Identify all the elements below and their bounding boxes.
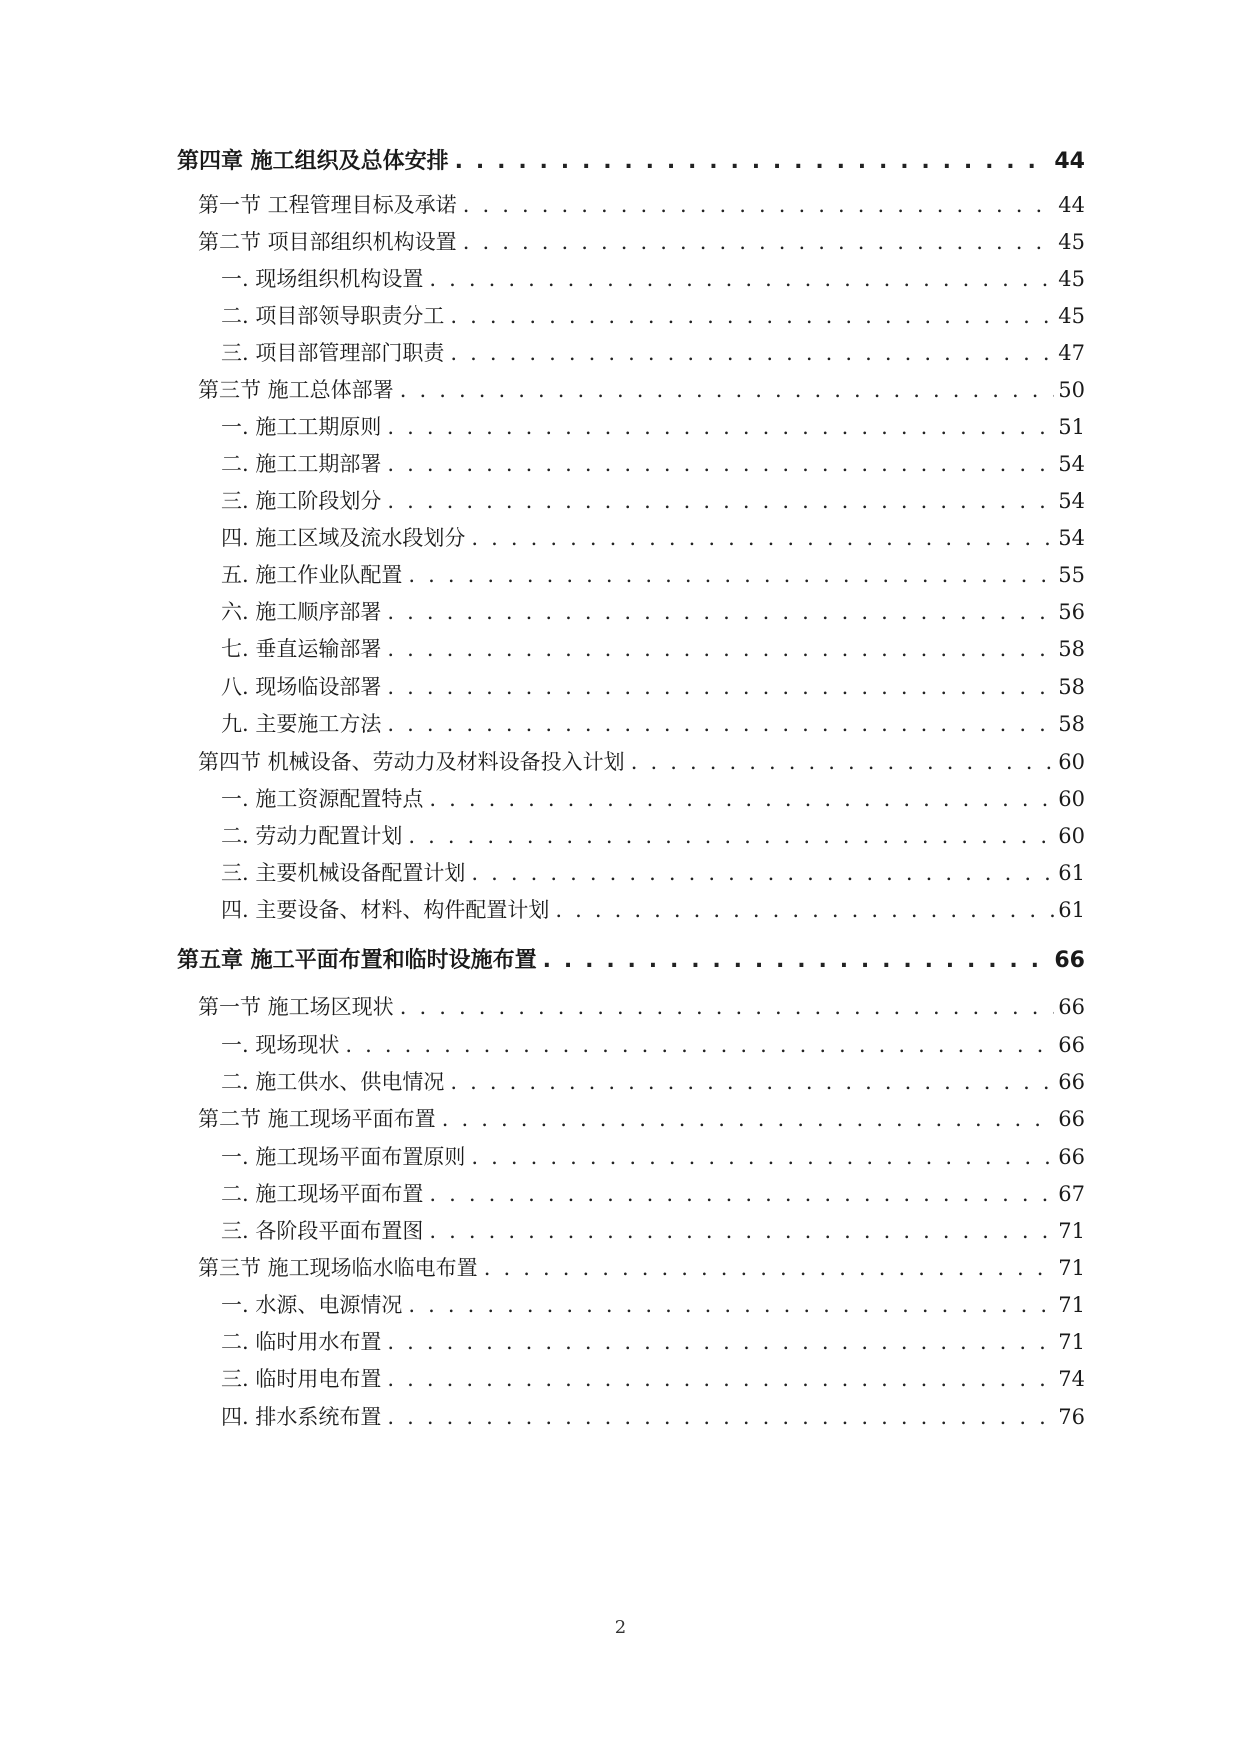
dot-leader — [555, 898, 1054, 922]
toc-entry-section[interactable] — [198, 189, 1085, 219]
toc-entry-page: 66 — [1058, 1070, 1085, 1094]
toc-entry-page: 71 — [1058, 1219, 1085, 1243]
dot-leader — [429, 1219, 1054, 1243]
toc-entry-page: 66 — [1058, 1107, 1085, 1131]
toc-entry-item[interactable] — [221, 448, 1085, 478]
toc-entry-chapter[interactable] — [177, 144, 1085, 174]
toc-entry-page: 71 — [1058, 1330, 1085, 1354]
dot-leader — [463, 230, 1055, 254]
toc-entry-title: 五. 施工作业队配置 — [221, 563, 403, 587]
dot-leader — [345, 1033, 1054, 1057]
toc-entry-title: 二. 施工供水、供电情况 — [221, 1070, 445, 1094]
page-number: 2 — [614, 1617, 627, 1638]
toc-entry-page: 58 — [1058, 712, 1085, 736]
dot-leader — [387, 489, 1054, 513]
dot-leader — [408, 824, 1054, 848]
toc-entry-item[interactable] — [221, 559, 1085, 589]
dot-leader — [408, 1293, 1054, 1317]
toc-entry-title: 八. 现场临设部署 — [221, 675, 382, 699]
toc-entry-page: 55 — [1058, 563, 1085, 587]
dot-leader — [408, 563, 1054, 587]
toc-entry-title: 六. 施工顺序部署 — [221, 600, 382, 624]
dot-leader — [429, 267, 1054, 291]
toc-entry-section[interactable] — [198, 374, 1085, 404]
toc-entry-page: 67 — [1058, 1182, 1085, 1206]
toc-entry-section[interactable] — [198, 746, 1085, 776]
toc-entry-title: 一. 现场现状 — [221, 1033, 340, 1057]
toc-entry-page: 74 — [1058, 1367, 1085, 1391]
toc-entry-title: 七. 垂直运输部署 — [221, 637, 382, 661]
toc-entry-title: 三. 临时用电布置 — [221, 1367, 382, 1391]
toc-entry-page: 58 — [1058, 637, 1085, 661]
toc-entry-title: 二. 劳动力配置计划 — [221, 824, 403, 848]
toc-entry-title: 一. 施工现场平面布置原则 — [221, 1145, 466, 1169]
toc-entry-page: 54 — [1058, 526, 1085, 550]
toc-entry-page: 58 — [1058, 675, 1085, 699]
toc-entry-item[interactable] — [221, 596, 1085, 626]
toc-entry-page: 44 — [1058, 193, 1085, 217]
dot-leader — [450, 304, 1054, 328]
toc-entry-title: 第四章 施工组织及总体安排 — [177, 149, 449, 174]
toc-entry-page: 76 — [1058, 1405, 1085, 1429]
toc-entry-item[interactable] — [221, 857, 1085, 887]
toc-entry-item[interactable] — [221, 671, 1085, 701]
dot-leader — [429, 787, 1054, 811]
toc-entry-page: 50 — [1058, 378, 1085, 402]
toc-entry-title: 三. 主要机械设备配置计划 — [221, 861, 466, 885]
toc-entry-page: 51 — [1058, 415, 1085, 439]
toc-entry-item[interactable] — [221, 1401, 1085, 1431]
dot-leader — [429, 1182, 1054, 1206]
dot-leader — [450, 1070, 1054, 1094]
dot-leader — [631, 750, 1055, 774]
toc-entry-page: 61 — [1058, 861, 1085, 885]
toc-entry-page: 60 — [1058, 787, 1085, 811]
toc-entry-title: 一. 水源、电源情况 — [221, 1293, 403, 1317]
toc-entry-section[interactable] — [198, 991, 1085, 1021]
toc-entry-title: 二. 项目部领导职责分工 — [221, 304, 445, 328]
toc-entry-title: 一. 施工资源配置特点 — [221, 787, 424, 811]
toc-entry-title: 九. 主要施工方法 — [221, 712, 382, 736]
dot-leader — [387, 1367, 1054, 1391]
toc-entry-page: 44 — [1054, 149, 1085, 174]
toc-entry-item[interactable] — [221, 783, 1085, 813]
toc-entry-item[interactable] — [221, 1066, 1085, 1096]
dot-leader — [387, 1405, 1054, 1429]
toc-entry-page: 45 — [1058, 267, 1085, 291]
dot-leader — [543, 948, 1051, 973]
dot-leader — [400, 995, 1055, 1019]
toc-entry-page: 54 — [1058, 489, 1085, 513]
toc-entry-title: 第三节 施工现场临水临电布置 — [198, 1256, 478, 1280]
toc-entry-section[interactable] — [198, 226, 1085, 256]
toc-entry-item[interactable] — [221, 300, 1085, 330]
toc-entry-title: 三. 项目部管理部门职责 — [221, 341, 445, 365]
toc-entry-title: 二. 施工现场平面布置 — [221, 1182, 424, 1206]
dot-leader — [387, 415, 1054, 439]
dot-leader — [450, 341, 1054, 365]
toc-entry-item[interactable] — [221, 522, 1085, 552]
toc-entry-page: 61 — [1058, 898, 1085, 922]
toc-entry-item[interactable] — [221, 411, 1085, 441]
toc-entry-title: 第二节 施工现场平面布置 — [198, 1107, 436, 1131]
dot-leader — [400, 378, 1055, 402]
toc-entry-title: 第一节 施工场区现状 — [198, 995, 394, 1019]
toc-entry-item[interactable] — [221, 1289, 1085, 1319]
dot-leader — [387, 452, 1054, 476]
toc-entry-title: 第四节 机械设备、劳动力及材料设备投入计划 — [198, 750, 625, 774]
toc-entry-page: 45 — [1058, 304, 1085, 328]
dot-leader — [387, 675, 1054, 699]
toc-entry-page: 66 — [1058, 1033, 1085, 1057]
toc-entry-title: 二. 临时用水布置 — [221, 1330, 382, 1354]
dot-leader — [387, 1330, 1054, 1354]
toc-entry-title: 一. 施工工期原则 — [221, 415, 382, 439]
toc-entry-item[interactable] — [221, 485, 1085, 515]
toc-entry-item[interactable] — [221, 820, 1085, 850]
toc-entry-page: 66 — [1058, 995, 1085, 1019]
toc-entry-title: 第三节 施工总体部署 — [198, 378, 394, 402]
dot-leader — [387, 600, 1054, 624]
dot-leader — [471, 526, 1054, 550]
toc-entry-title: 四. 排水系统布置 — [221, 1405, 382, 1429]
dot-leader — [387, 712, 1054, 736]
toc-entry-title: 第二节 项目部组织机构设置 — [198, 230, 457, 254]
toc-entry-page: 45 — [1058, 230, 1085, 254]
toc-entry-title: 三. 各阶段平面布置图 — [221, 1219, 424, 1243]
toc-entry-page: 71 — [1058, 1293, 1085, 1317]
toc-entry-page: 60 — [1058, 750, 1085, 774]
toc-entry-page: 71 — [1058, 1256, 1085, 1280]
toc-entry-chapter[interactable] — [177, 943, 1085, 973]
toc-entry-item[interactable] — [221, 633, 1085, 663]
toc-entry-title: 一. 现场组织机构设置 — [221, 267, 424, 291]
toc-entry-title: 四. 主要设备、材料、构件配置计划 — [221, 898, 550, 922]
toc-entry-page: 66 — [1054, 948, 1085, 973]
dot-leader — [463, 193, 1055, 217]
toc-entry-item[interactable] — [221, 894, 1085, 924]
dot-leader — [387, 637, 1054, 661]
toc-entry-title: 第一节 工程管理目标及承诺 — [198, 193, 457, 217]
toc-entry-page: 47 — [1058, 341, 1085, 365]
toc-entry-section[interactable] — [198, 1252, 1085, 1282]
toc-entry-item[interactable] — [221, 1178, 1085, 1208]
toc-entry-title: 三. 施工阶段划分 — [221, 489, 382, 513]
toc-entry-section[interactable] — [198, 1103, 1085, 1133]
toc-entry-title: 第五章 施工平面布置和临时设施布置 — [177, 948, 537, 973]
dot-leader — [471, 1145, 1054, 1169]
dot-leader — [471, 861, 1054, 885]
toc-entry-item[interactable] — [221, 1029, 1085, 1059]
toc-entry-page: 60 — [1058, 824, 1085, 848]
toc-entry-item[interactable] — [221, 1141, 1085, 1171]
toc-entry-page: 66 — [1058, 1145, 1085, 1169]
toc-entry-item[interactable] — [221, 1215, 1085, 1245]
toc-entry-title: 四. 施工区域及流水段划分 — [221, 526, 466, 550]
dot-leader — [455, 149, 1051, 174]
dot-leader — [484, 1256, 1055, 1280]
toc-entry-item[interactable] — [221, 1363, 1085, 1393]
toc-entry-title: 二. 施工工期部署 — [221, 452, 382, 476]
toc-entry-page: 56 — [1058, 600, 1085, 624]
toc-entry-item[interactable] — [221, 263, 1085, 293]
toc-entry-item[interactable] — [221, 708, 1085, 738]
dot-leader — [442, 1107, 1055, 1131]
toc-entry-item[interactable] — [221, 337, 1085, 367]
toc-entry-page: 54 — [1058, 452, 1085, 476]
toc-entry-item[interactable] — [221, 1326, 1085, 1356]
